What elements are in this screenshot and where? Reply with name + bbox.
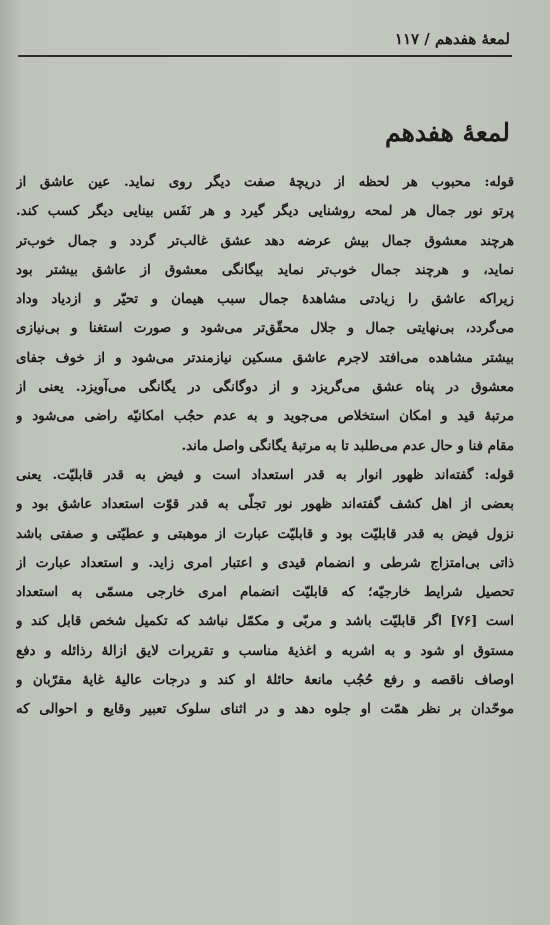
text-line: ذاتی بی‌امتزاج شرطی و انضمام قیدی و اعتبار امری زاید. و استعداد عبارت از	[16, 554, 514, 571]
text-line: معشوق در پناه عشق می‌گریزد و از دوگانگی در یگانگی می‌آویزد. یعنی از	[16, 379, 514, 396]
text-line: پرتو نور جمال هر لمحه روشنایی دیگر گیرد و هر نَفَس بینایی دیگر کسب کند.	[16, 203, 514, 220]
text-line: موحّدان بر نظر همّت او جلوه دهد و در اثنای سلوک تعبیر وقایع و احوالی که	[16, 701, 514, 718]
text-line: قوله: محبوب هر لحظه از دریچهٔ صفت دیگر روی نماید. عین عاشق از	[16, 174, 514, 190]
text-line: نزول فیض به قدر قابلیّت بود و قابلیّت عبارت از موهبتی و عطیّتی و صفتی باشد	[16, 525, 514, 542]
running-head: لمعهٔ هفدهم / ۱۱۷	[394, 30, 510, 48]
body-text	[16, 168, 514, 725]
text-line: بعضی از اهل کشف گفته‌اند ظهور نور تجلّی به قدر قوّت استعداد عاشق بود و	[16, 496, 514, 513]
text-line: می‌گردد، بی‌نهایتی جمال و جلال محقّق‌تر می‌شود و صورت استغنا و بی‌نیازی	[16, 320, 514, 337]
text-line: نماید، و هرچند جمال خوب‌تر نماید بیگانگی معشوق از عاشق بیشتر بود	[16, 261, 514, 278]
text-line: اوصاف ناقصه و رفع حُجُب مانعهٔ حائلهٔ او کند و درجات عالیهٔ غایهٔ مقرّبان و	[16, 672, 514, 689]
text-line: مقام فنا و حال عدم می‌طلبد تا به مرتبهٔ یگانگی واصل ماند.	[181, 437, 514, 454]
header-divider	[18, 55, 512, 57]
text-line: است [۷۶] اگر قابلیّت باشد و مربّی و مکمّل نباشد که تکمیل شخص قابل کند و	[16, 613, 514, 630]
text-line: مرتبهٔ قید و امکان استخلاص می‌جوید و به عدم حجُب امکانیّه راضی می‌شود و	[16, 408, 514, 425]
text-line: هرچند معشوق جمال بیش عرضه دهد عشق غالب‌تر گردد و جمال خوب‌تر	[16, 232, 514, 249]
text-line: بیشتر مشاهده می‌افتد لاجرم عاشق مسکین نیازمندتر می‌شود و از خوف جفای	[16, 349, 514, 366]
text-line: تحصیل شرایط خارجیّه؛ که قابلیّت انضمام امری خارجی مسمّی به استعداد	[16, 584, 514, 601]
text-line: قوله: گفته‌اند ظهور انوار به قدر استعداد است و فیض به قدر قابلیّت. یعنی	[16, 466, 514, 483]
section-heading: لمعهٔ هفدهم	[384, 118, 510, 147]
text-line: مستوق او شود و به اشربه و اغذیهٔ مناسب و تقریرات لایق ازالهٔ رذائله و دفع	[16, 642, 514, 659]
text-line: زیراکه عاشق را زیادتی مشاهدهٔ جمال سبب هیمان و تحیّر و ازدیاد وداد	[16, 291, 514, 308]
